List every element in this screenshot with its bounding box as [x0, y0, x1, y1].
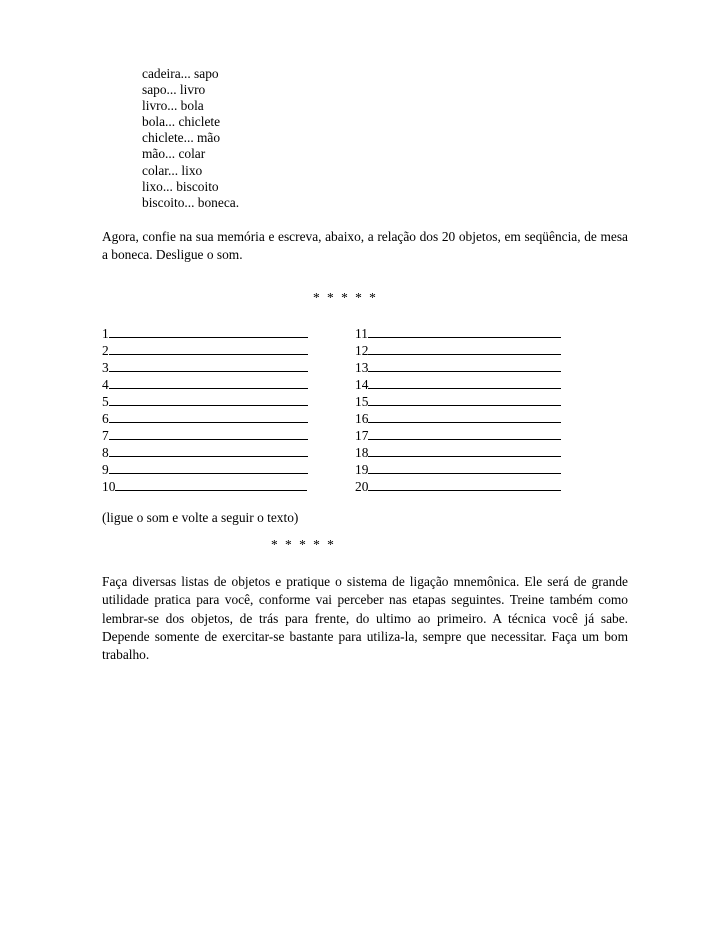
answer-blank[interactable] [368, 428, 561, 440]
answer-line [102, 478, 308, 495]
answer-line [355, 410, 561, 427]
answer-line [102, 359, 308, 376]
answer-number: 3 [102, 360, 109, 376]
answer-line [355, 393, 561, 410]
answer-line [355, 427, 561, 444]
answer-line [355, 325, 561, 342]
answer-blank[interactable] [368, 445, 561, 457]
answer-blank[interactable] [109, 428, 308, 440]
answer-line [355, 444, 561, 461]
answer-blank[interactable] [368, 360, 561, 372]
answer-number: 9 [102, 462, 109, 478]
pair-item: colar... lixo [142, 162, 203, 178]
answer-line [355, 359, 561, 376]
answer-line [102, 376, 308, 393]
answer-line [355, 478, 561, 495]
answer-number: 1 [102, 326, 109, 341]
answer-blank[interactable] [109, 462, 308, 474]
answer-blank[interactable] [368, 377, 561, 389]
answer-number: 15 [355, 394, 369, 410]
answer-line [355, 376, 561, 393]
pair-item: livro... bola [142, 98, 204, 114]
answer-number: 19 [355, 462, 369, 478]
answer-number: 4 [102, 377, 109, 393]
resume-note: (ligue o som e volte a seguir o texto) [102, 510, 299, 525]
pair-item: sapo... livro [142, 82, 206, 98]
answer-line [102, 325, 308, 342]
answer-line [102, 427, 308, 444]
section-separator-2: * * * * * [271, 537, 334, 552]
answer-number: 2 [102, 343, 109, 359]
answer-blank[interactable] [368, 462, 561, 474]
answer-number: 11 [355, 326, 368, 341]
answer-line [102, 410, 308, 427]
answer-line [102, 342, 308, 359]
answer-line [355, 461, 561, 478]
answer-line [102, 393, 308, 410]
answer-number: 16 [355, 411, 369, 427]
answer-list-left [102, 325, 308, 495]
pair-item: biscoito... boneca. [142, 194, 240, 210]
answer-number: 8 [102, 445, 109, 461]
answer-blank[interactable] [109, 326, 308, 338]
answer-blank[interactable] [109, 394, 308, 406]
answer-blank[interactable] [368, 326, 561, 338]
pair-item: mão... colar [142, 146, 206, 162]
answer-line [355, 342, 561, 359]
answer-line [102, 444, 308, 461]
answer-number: 12 [355, 343, 369, 359]
answer-number: 17 [355, 428, 369, 444]
answer-blank[interactable] [109, 411, 308, 423]
answer-blank[interactable] [109, 343, 308, 355]
answer-line [102, 461, 308, 478]
answer-number: 7 [102, 428, 109, 444]
pair-item: cadeira... sapo [142, 66, 219, 81]
pair-item: bola... chiclete [142, 114, 221, 130]
answer-number: 5 [102, 394, 109, 410]
instruction-paragraph: Agora, confie na sua memória e escreva, abaixo, a relação dos 20 objetos, em seqüência, de mesa a boneca. Desligue o som. [102, 229, 628, 263]
answer-number: 18 [355, 445, 369, 461]
answer-blank[interactable] [368, 394, 561, 406]
answer-blank[interactable] [109, 377, 308, 389]
practice-paragraph: Faça diversas listas de objetos e pratique o sistema de ligação mnemônica. Ele será de grande utilidade pratica para você, conforme vai perceber nas etapas seguintes. Treine também como lembrar-se dos objetos, de trás para frente, do ultimo ao primeiro. A técnica você já sabe. Depende somente de exercitar-se bastante para utiliza-la, sempre que necessitar. Faça um bom trabalho. [102, 574, 628, 663]
answer-blank[interactable] [368, 411, 561, 423]
answer-number: 20 [355, 479, 369, 495]
answer-blank[interactable] [109, 445, 308, 457]
answer-number: 13 [355, 360, 369, 376]
answer-blank[interactable] [368, 479, 561, 491]
answer-number: 6 [102, 411, 109, 427]
answer-blank[interactable] [109, 360, 308, 372]
answer-list-right [355, 325, 561, 495]
section-separator: * * * * * [313, 290, 376, 305]
answer-number: 10 [102, 479, 116, 495]
answer-number: 14 [355, 377, 369, 393]
pair-item: lixo... biscoito [142, 178, 219, 194]
pair-item: chiclete... mão [142, 130, 221, 146]
answer-blank[interactable] [115, 479, 307, 491]
answer-blank[interactable] [368, 343, 561, 355]
object-pairs-list [142, 66, 239, 211]
